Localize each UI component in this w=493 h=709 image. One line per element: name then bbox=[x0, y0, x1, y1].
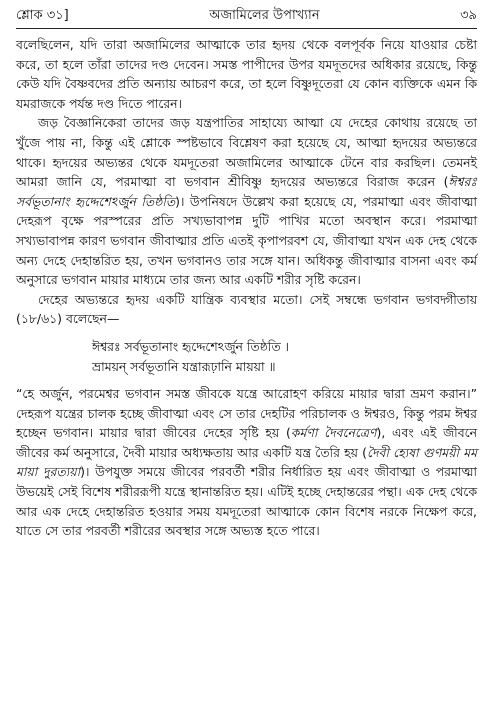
paragraph-4-quote-1: কর্মণা দৈবনেত্রেণ bbox=[290, 425, 377, 441]
paragraph-3: দেহের অভ্যন্তরে হৃদয় একটি যান্ত্রিক ব্যবস্থার মতো। সেই সম্বন্ধে ভগবান ভগবদ্গীতায় (১৮/৬১) বলেছেন— bbox=[16, 291, 477, 327]
paragraph-2-text-a: জড় বৈজ্ঞানিকেরা তাদের জড় যন্ত্রপাতির সাহায্যে আত্মা যে দেহের কোথায় রয়েছে তা খুঁজে পায় না, কিন্তু এই শ্লোকে স্পষ্টভাবে বিশ্লেষণ করা হয়েছে যে, আত্মা হৃদয়ের অভ্যন্তরে থাকে। হৃদয়ের অভ্যন্তর থেকে যমদূতেরা অজামিলের আত্মাকে টেনে বার করছিল। তেমনই আমরা জানি যে, পরমাত্মা বা ভগবান শ্রীবিষ্ণু হৃদয়ের অভ্যন্তরে বিরাজ করেন ( bbox=[16, 115, 477, 190]
paragraph-1: বলেছিলেন, যদি তারা অজামিলের আত্মাকে তার হৃদয় থেকে বলপূর্বক নিয়ে যাওয়ার চেষ্টা করে, তা হলে তাঁরা তাদের দণ্ড দেবেন। সমস্ত পাপীদের উপর যমদূতদের অধিকার রয়েছে, কিন্তু কেউ যদি বৈষ্ণবদের প্রতি অন্যায় আচরণ করে, তা হলে বিষ্ণুদূতেরা যে কোন ব্যক্তিকে এমন কি যমরাজকে পর্যন্ত দণ্ড দিতে পারেন। bbox=[16, 37, 477, 111]
paragraph-4-quote-2: দৈবী হ্যেষা গুণময়ী মম মায়া দুরত্যয়া bbox=[16, 444, 477, 480]
paragraph-4-text-c: )। উপযুক্ত সময়ে জীবের পরবর্তী শরীর নির্ধারিত হয় এবং জীবাত্মা ও পরমাত্মা উভয়েই সেই বিশেষ শরীররূপী যন্ত্রে স্থানান্তরিত হয়। এটিই হচ্ছে দেহান্তরের পন্থা। এক দেহ থেকে আর এক দেহে দেহান্তরিত হওয়ার সময় যমদূতেরা আত্মাকে কোন বিশেষ নরকে নিক্ষেপ করে, যাতে সে তার পরবর্তী শরীরের অবস্থার সঙ্গে অভ্যস্ত হতে পারে। bbox=[16, 464, 477, 539]
running-header bbox=[16, 6, 477, 26]
paragraph-2-quote: ঈশ্বরঃ সর্বভূতানাং হৃদ্দেশেঽর্জুন তিষ্ঠতি bbox=[16, 174, 477, 209]
paragraph-4-text-b: ), এবং এই জীবনে জীবের কর্ম অনুসারে, দৈবী মায়ার অধ্যক্ষতায় আর একটি যন্ত্র তৈরি হয় ( bbox=[16, 425, 477, 460]
header-rule bbox=[16, 28, 477, 29]
paragraph-4 bbox=[16, 384, 477, 541]
verse-line-2: ভ্রাময়ন্ সর্বভূতানি যন্ত্রারূঢ়ানি মায়য়া ॥ bbox=[92, 358, 276, 374]
gita-verse bbox=[16, 337, 477, 376]
page-number: ৩৯ bbox=[460, 8, 477, 23]
chapter-title: অজামিলের উপাখ্যান bbox=[209, 8, 320, 23]
verse-reference: শ্লোক ৩১] bbox=[16, 8, 69, 23]
paragraph-2 bbox=[16, 113, 477, 289]
verse-line-1: ঈশ্বরঃ সর্বভূতানাং হৃদ্দেশেঽর্জুন তিষ্ঠতি । bbox=[92, 338, 289, 354]
paragraph-4-text-a: “হে অর্জুন, পরমেশ্বর ভগবান সমস্ত জীবকে যন্ত্রে আরোহণ করিয়ে মায়ার দ্বারা ভ্রমণ করান।” দেহরূপ যন্ত্রের চালক হচ্ছে জীবাত্মা এবং সে তার দেহটির পরিচালক ও ঈশ্বরও, কিন্তু পরম ঈশ্বর হচ্ছেন ভগবান। মায়ার দ্বারা জীবের দেহের সৃষ্টি হয় ( bbox=[16, 386, 477, 441]
paragraph-2-text-b: )। উপনিষদে উল্লেখ করা হয়েছে যে, পরমাত্মা এবং জীবাত্মা দেহরূপ বৃক্ষে পরস্পরের প্রতি সখ্যভাবাপন্ন দুটি পাখির মতো অবস্থান করে। পরমাত্মা সখ্যভাবাপন্ন কারণ ভগবান জীবাত্মার প্রতি এতই কৃপাপরবশ যে, জীবাত্মা যখন এক দেহ থেকে অন্য দেহে দেহান্তরিত হয়, তখন ভগবানও তার সঙ্গে যান। অধিকন্তু জীবাত্মার বাসনা এবং কর্ম অনুসারে ভগবান মায়ার মাধ্যমে তার জন্য আর একটি শরীর সৃষ্টি করেন। bbox=[16, 193, 477, 288]
